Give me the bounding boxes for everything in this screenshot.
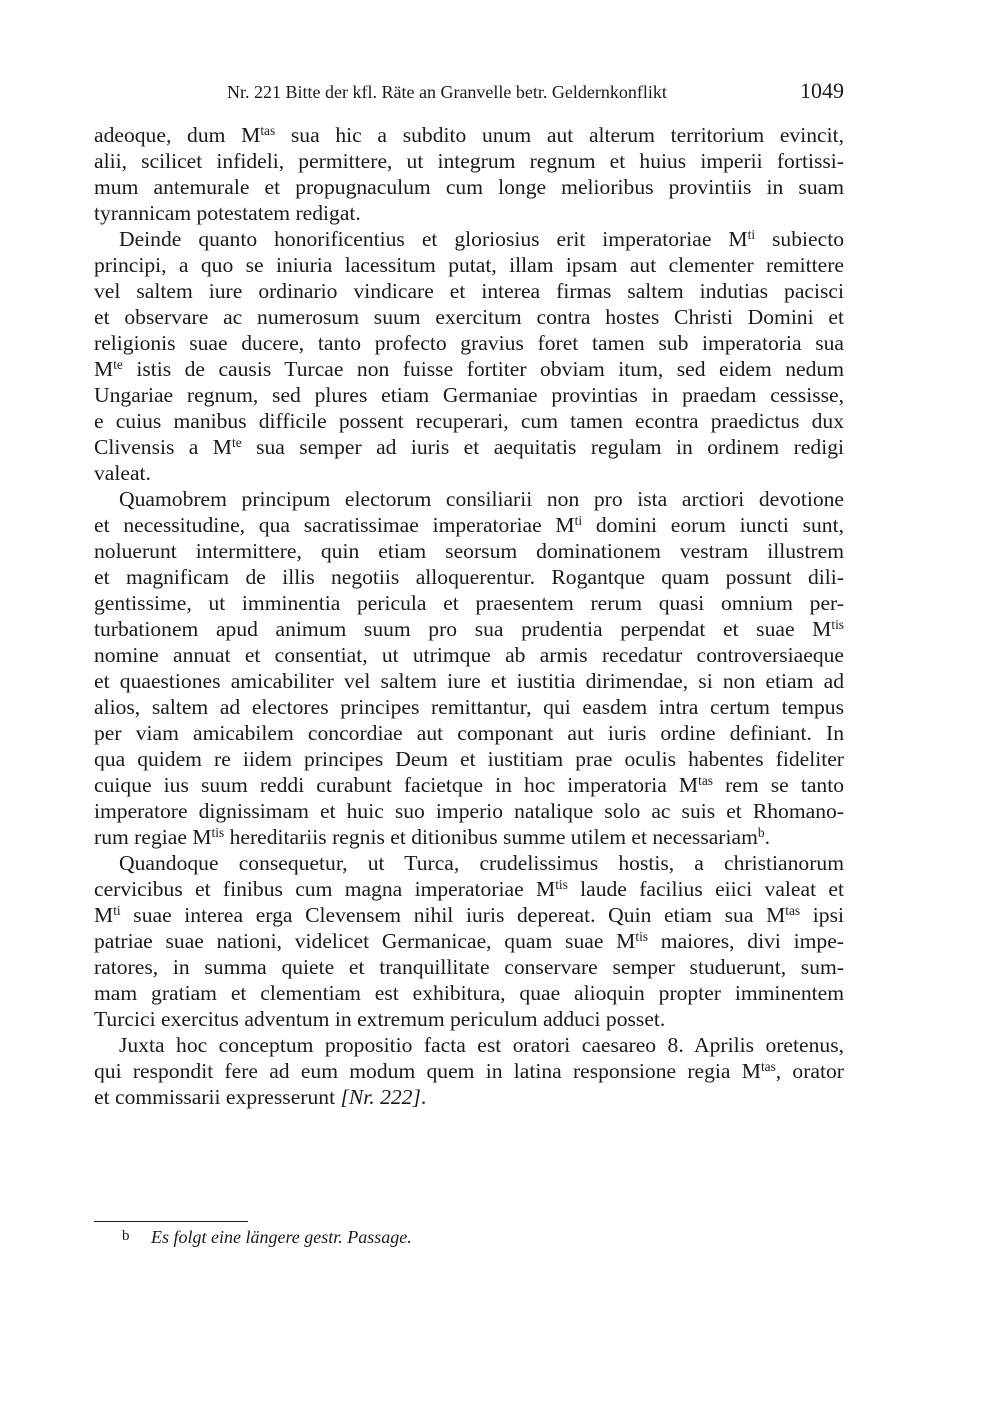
text-line: adeoque, dum $M^{tas}$ sua hic a subdito unum aut alterum territorium evincit, xyxy=(94,122,844,147)
text-line: cuique ius suum reddi curabunt facietque in hoc imperatoria $M^{tas}$ rem se tanto xyxy=(94,772,844,797)
text-line: qui respondit fere ad eum modum quem in latina responsione regia $M^{tas}$, orator xyxy=(94,1058,844,1083)
main-text xyxy=(94,122,844,1110)
text-line: ratores, in summa quiete et tranquillitate conservare semper studuerunt, sum- xyxy=(94,955,844,979)
paragraph-2 xyxy=(94,226,844,486)
text-line: Clivensis a $M^{te}$ sua semper ad iuris et aequitatis regulam in ordinem redigi xyxy=(94,434,844,459)
text-line: alii, scilicet infideli, permittere, ut integrum regnum et huius imperii fortissi- xyxy=(94,149,844,173)
text-line: $M^{ti}$ suae interea erga Clevensem nihil iuris depereat. Quin etiam sua $M^{tas}$ ipsi xyxy=(94,902,844,927)
text-line: et necessitudine, qua sacratissimae imperatoriae $M^{ti}$ domini eorum iuncti sunt, xyxy=(94,512,844,537)
text-line: patriae suae nationi, videlicet Germanicae, quam suae $M^{tis}$ maiores, divi impe- xyxy=(94,928,844,953)
paragraph-4 xyxy=(94,850,844,1032)
text-line: cervicibus et finibus cum magna imperatoriae $M^{tis}$ laude facilius eiici valeat et xyxy=(94,876,844,901)
footnote-ref[interactable]: b xyxy=(757,824,765,840)
paragraph-1 xyxy=(94,122,844,226)
text-line: vel saltem iure ordinario vindicare et interea firmas saltem indutias pacisci xyxy=(94,279,844,303)
text-line: et quaestiones amicabiliter vel saltem iure et iustitia dirimendae, si non etiam ad xyxy=(94,669,844,693)
text-line: rum regiae $M^{tis}$ hereditariis regnis et ditionibus summe utilem et necessariam$^b$. xyxy=(94,824,770,849)
text-line: et magnificam de illis negotiis alloquerentur. Rogantque quam possunt dili- xyxy=(94,565,844,589)
running-title: Nr. 221 Bitte der kfl. Räte an Granvelle betr. Geldernkonflikt xyxy=(227,82,667,102)
text-line: Turcici exercitus adventum in extremum periculum adduci posset. xyxy=(94,1007,666,1031)
text-line: Quamobrem principum electorum consiliarii non pro ista arctiori devotione xyxy=(119,487,844,511)
page-number: 1049 xyxy=(800,78,844,103)
text-line: e cuius manibus difficile possent recuperari, cum tamen econtra praedictus dux xyxy=(94,409,844,433)
text-line: alios, saltem ad electores principes remittantur, qui easdem intra certum tempus xyxy=(94,695,844,719)
text-line: nomine annuat et consentiat, ut utrimque ab armis recedatur controversiaeque xyxy=(94,643,844,667)
text-line: qua quidem re iidem principes Deum et iustitiam prae oculis habentes fideliter xyxy=(94,747,844,771)
cross-reference-link[interactable]: [Nr. 222] xyxy=(340,1085,421,1109)
footnote-rule xyxy=(94,1221,248,1222)
running-header xyxy=(94,78,844,108)
footnote-mark: b xyxy=(122,1228,130,1244)
text-line: Deinde quanto honorificentius et gloriosius erit imperatoriae $M^{ti}$ subiecto xyxy=(119,226,844,251)
text-line: mam gratiam et clementiam est exhibitura, quae alioquin propter imminentem xyxy=(94,981,844,1005)
text-line: per viam amicabilem concordiae aut componant aut iuris ordine definiant. In xyxy=(94,721,844,745)
text-line: et commissarii expresserunt [Nr. 222]. xyxy=(94,1085,427,1109)
text-line: $M^{te}$ istis de causis Turcae non fuisse fortiter obviam itum, sed eidem nedum xyxy=(94,356,844,381)
text-line: valeat. xyxy=(94,461,151,485)
text-line: Juxta hoc conceptum propositio facta est oratori caesareo 8. Aprilis oretenus, xyxy=(119,1033,844,1057)
text-line: tyrannicam potestatem redigat. xyxy=(94,201,361,225)
text-line: Ungariae regnum, sed plures etiam Germaniae provintias in praedam cessisse, xyxy=(94,383,844,407)
text-line: mum antemurale et propugnaculum cum longe melioribus provintiis in suam xyxy=(94,175,844,199)
text-line: religionis suae ducere, tanto profecto gravius foret tamen sub imperatoria sua xyxy=(94,331,844,355)
text-line: imperatore dignissimam et huic suo imperio natalique solo ac suis et Rhomano- xyxy=(94,799,844,823)
text-line: Quandoque consequetur, ut Turca, crudelissimus hostis, a christianorum xyxy=(119,851,844,875)
text-line: principi, a quo se iniuria lacessitum putat, illam ipsam aut clementer remittere xyxy=(94,253,844,277)
paragraph-3 xyxy=(94,486,844,850)
paragraph-5 xyxy=(94,1032,844,1110)
footnote-text: Es folgt eine längere gestr. Passage. xyxy=(151,1227,412,1247)
text-line: gentissime, ut imminentia pericula et praesentem rerum quasi omnium per- xyxy=(94,591,844,615)
footnote xyxy=(122,1227,412,1248)
text-line: et observare ac numerosum suum exercitum contra hostes Christi Domini et xyxy=(94,305,844,329)
text-line: noluerunt intermittere, quin etiam seorsum dominationem vestram illustrem xyxy=(94,539,844,563)
text-line: turbationem apud animum suum pro sua prudentia perpendat et suae $M^{tis}$ xyxy=(94,616,844,641)
